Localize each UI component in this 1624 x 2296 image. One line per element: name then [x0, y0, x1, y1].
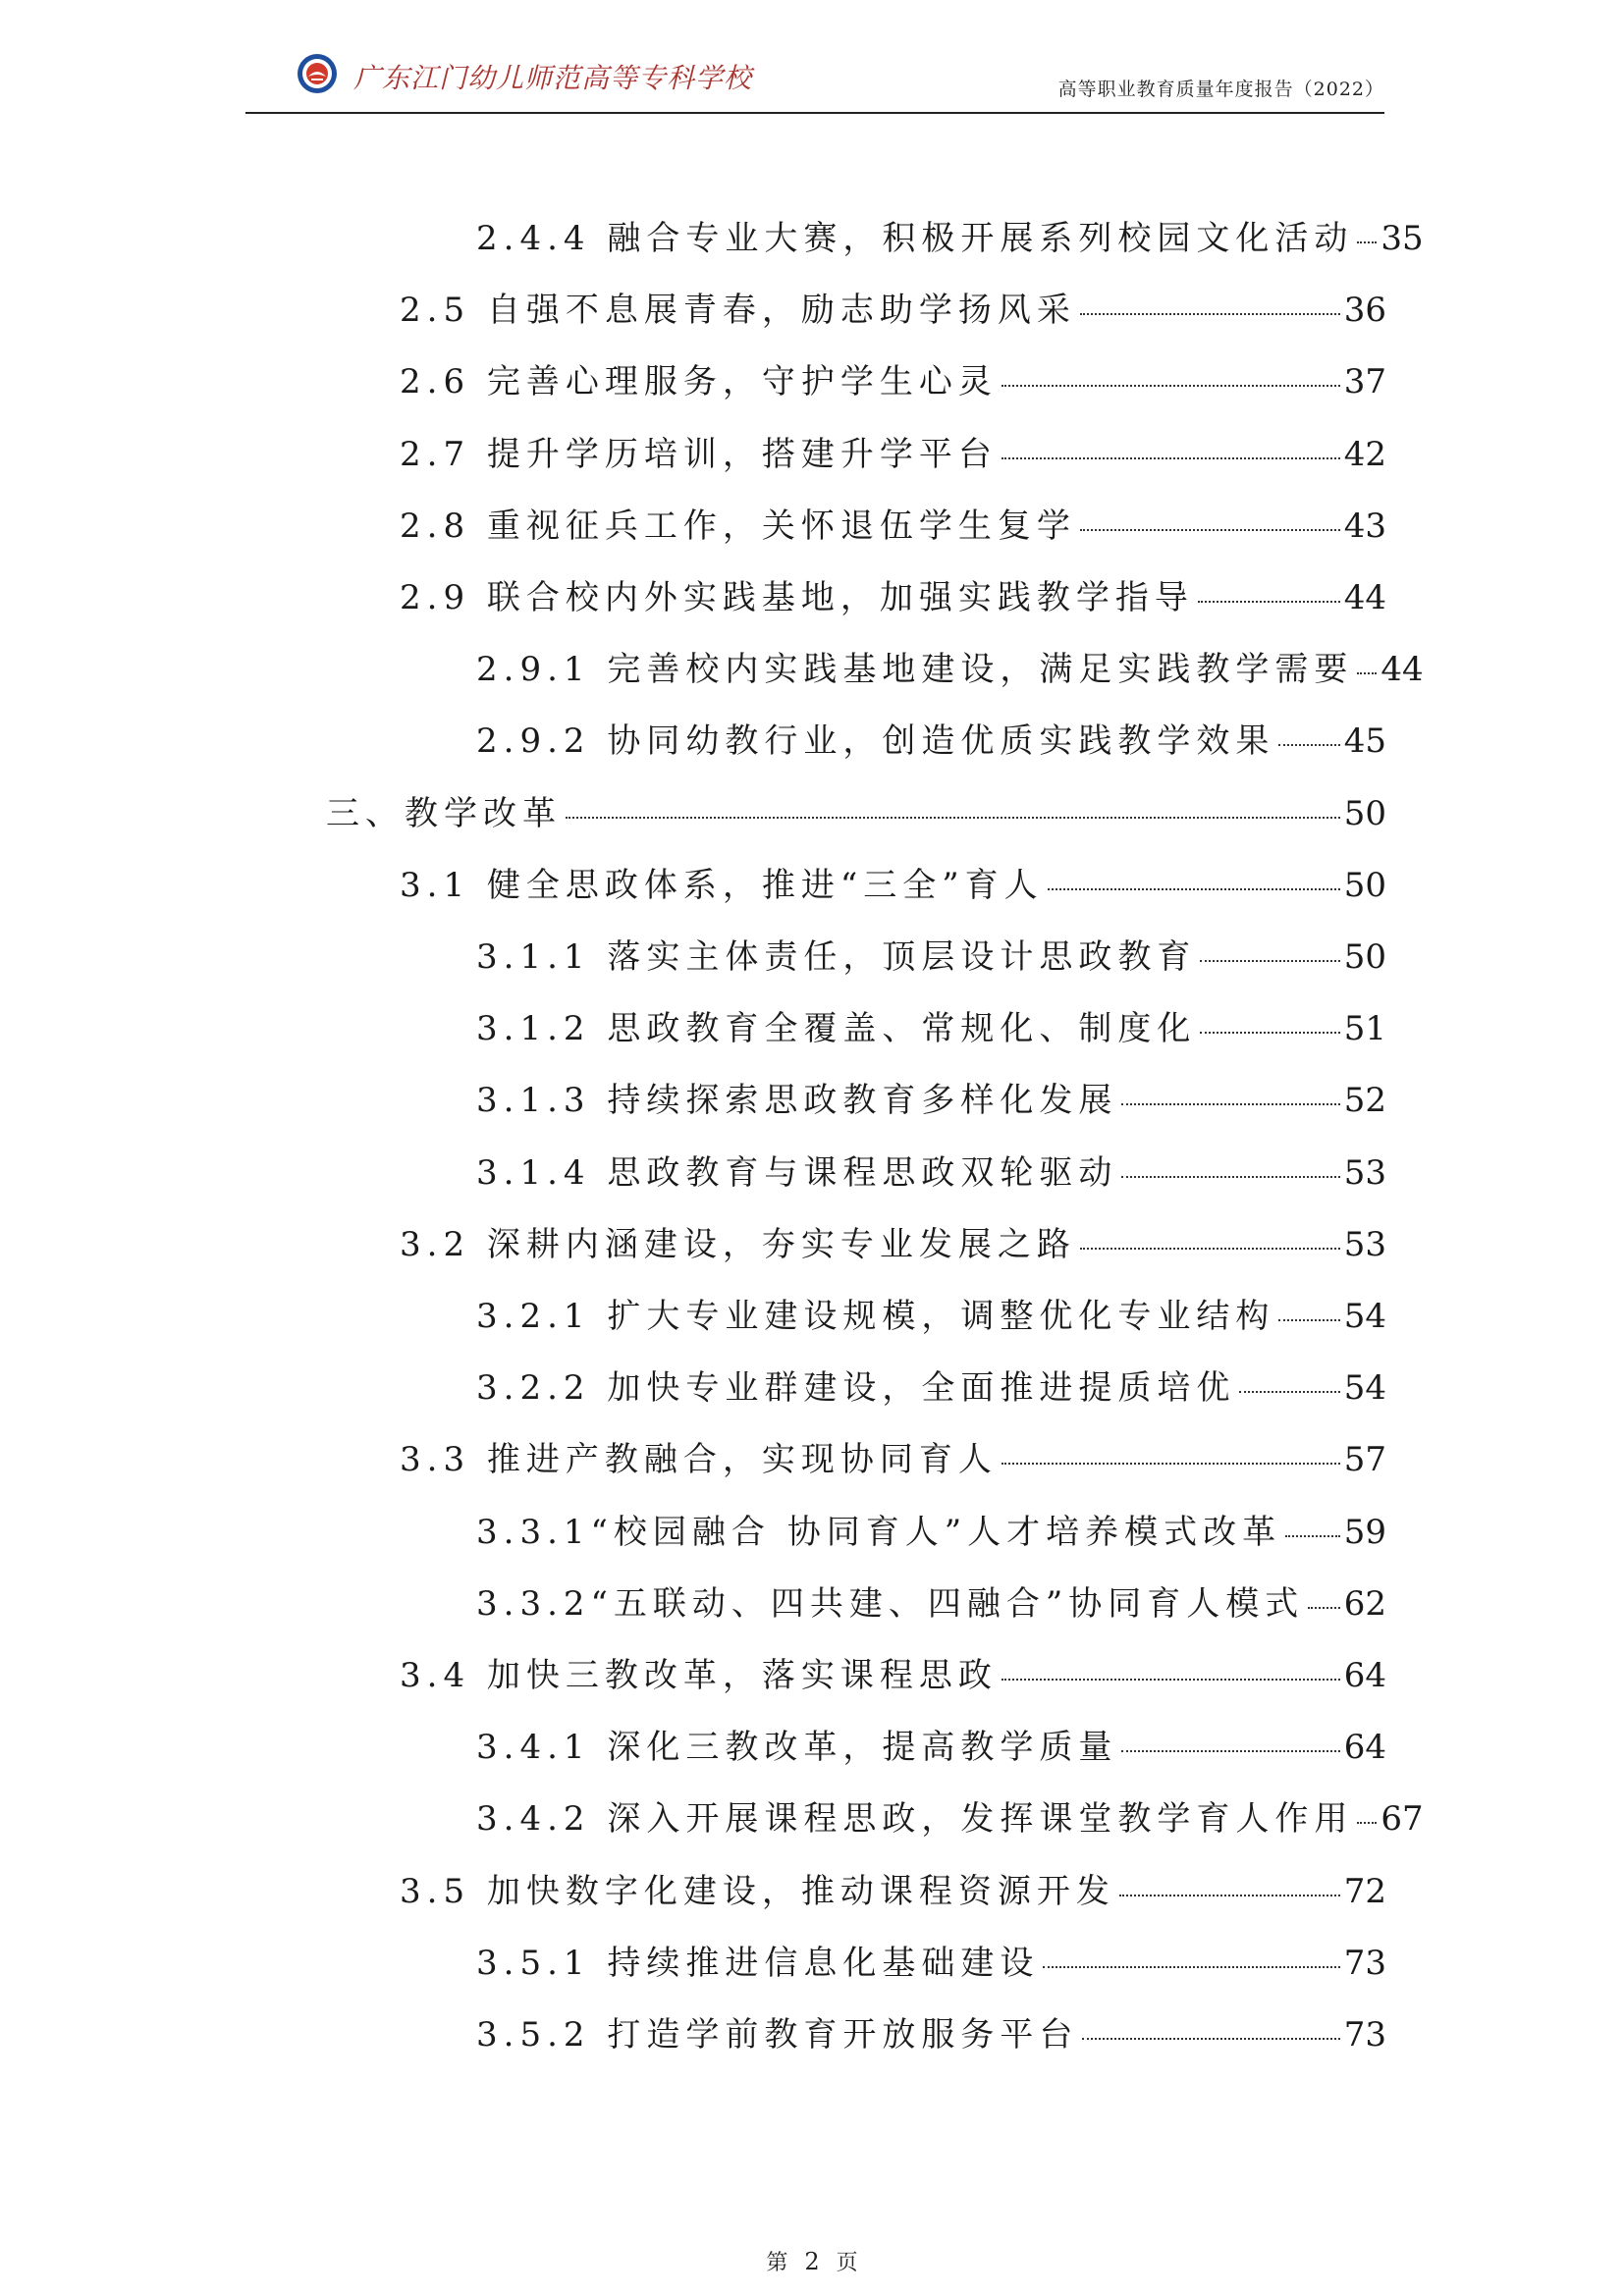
- toc-entry[interactable]: [476, 2007, 1386, 2058]
- toc-dot-leader: [1119, 1895, 1340, 1896]
- toc-entry-title: 2.7 提升学历培训，搭建升学平台: [400, 434, 998, 474]
- toc-entry-page: 44: [1343, 578, 1386, 617]
- page-footer: [0, 2246, 1624, 2276]
- footer-prefix: 第: [766, 2251, 788, 2275]
- toc-entry-title: 2.6 完善心理服务，守护学生心灵: [400, 362, 998, 402]
- toc-dot-leader: [1200, 960, 1339, 962]
- school-name-script: 广东江门幼儿师范高等专科学校: [353, 62, 753, 94]
- toc-entry-page: 67: [1380, 1799, 1424, 1840]
- toc-dot-leader: [1001, 1679, 1340, 1681]
- toc-entry-title: 3.5.1 持续推进信息化基础建设: [476, 1943, 1040, 1983]
- toc-entry-title: 3.5.2 打造学前教育开放服务平台: [476, 2015, 1079, 2055]
- toc-entry-title: 3.4.2 深入开展课程思政，发挥课堂教学育人作用: [476, 1799, 1354, 1840]
- toc-entry[interactable]: [476, 1720, 1386, 1771]
- toc-dot-leader: [1080, 529, 1340, 531]
- page-number: 2: [804, 2248, 820, 2275]
- toc-entry-page: 57: [1343, 1440, 1386, 1480]
- toc-entry-page: 42: [1343, 434, 1386, 474]
- toc-entry[interactable]: [400, 858, 1386, 909]
- toc-dot-leader: [1043, 1966, 1339, 1968]
- toc-entry-page: 50: [1343, 793, 1386, 833]
- report-title: 高等职业教育质量年度报告（2022）: [1057, 79, 1384, 100]
- toc-entry-title: 2.5 自强不息展青春，励志助学扬风采: [400, 291, 1076, 331]
- toc-entry-title: 3.4 加快三教改革，落实课程思政: [400, 1656, 998, 1695]
- toc-entry-page: 72: [1343, 1871, 1386, 1911]
- toc-entry[interactable]: [476, 1146, 1386, 1197]
- toc-entry-page: 44: [1380, 650, 1424, 690]
- toc-entry[interactable]: [476, 211, 1424, 262]
- toc-entry-title: 3.2.1 扩大专业建设规模，调整优化专业结构: [476, 1297, 1275, 1336]
- toc-dot-leader: [1200, 1032, 1339, 1034]
- toc-entry-title: 3.3.2“五联动、四共建、四融合”协同育人模式: [476, 1583, 1305, 1624]
- toc-entry-page: 43: [1343, 506, 1386, 546]
- toc-entry-page: 53: [1343, 1224, 1386, 1264]
- toc-dot-leader: [1080, 1248, 1340, 1250]
- toc-dot-leader: [1357, 672, 1377, 674]
- toc-dot-leader: [1001, 385, 1340, 387]
- toc-entry-page: 53: [1343, 1152, 1386, 1193]
- toc-entry-page: 64: [1343, 1728, 1386, 1768]
- toc-entry[interactable]: [476, 1073, 1386, 1124]
- toc-entry-title: 3.3.1“校园融合 协同育人”人才培养模式改革: [476, 1512, 1282, 1552]
- toc-entry-title: 3.1.1 落实主体责任，顶层设计思政教育: [476, 937, 1197, 977]
- toc-entry-title: 2.8 重视征兵工作，关怀退伍学生复学: [400, 506, 1076, 546]
- toc-entry-page: 51: [1343, 1009, 1386, 1049]
- toc-entry-title: 2.9 联合校内外实践基地，加强实践教学指导: [400, 578, 1194, 617]
- toc-entry-title: 3.1.2 思政教育全覆盖、常规化、制度化: [476, 1009, 1197, 1049]
- toc-entry[interactable]: [400, 1648, 1386, 1699]
- toc-entry-page: 37: [1343, 362, 1386, 402]
- toc-entry[interactable]: [476, 714, 1386, 765]
- toc-entry-title: 三、教学改革: [326, 793, 562, 833]
- toc-entry[interactable]: [326, 786, 1386, 837]
- toc-dot-leader: [1001, 457, 1340, 459]
- toc-dot-leader: [1357, 1822, 1377, 1824]
- toc-dot-leader: [1198, 601, 1340, 603]
- header-divider: [245, 112, 1384, 114]
- toc-entry-title: 3.2.2 加快专业群建设，全面推进提质培优: [476, 1368, 1236, 1409]
- toc-entry-page: 35: [1380, 219, 1424, 258]
- toc-dot-leader: [1080, 313, 1340, 315]
- toc-entry[interactable]: [476, 1001, 1386, 1052]
- toc-entry[interactable]: [476, 1505, 1386, 1556]
- toc-dot-leader: [1278, 1319, 1339, 1321]
- toc-dot-leader: [1357, 241, 1377, 243]
- toc-entry-page: 54: [1343, 1297, 1386, 1336]
- toc-dot-leader: [1121, 1103, 1339, 1105]
- toc-entry-title: 3.1.4 思政教育与课程思政双轮驱动: [476, 1152, 1118, 1193]
- toc-entry[interactable]: [476, 1289, 1386, 1340]
- toc-entry[interactable]: [476, 1361, 1386, 1412]
- toc-entry-title: 2.9.1 完善校内实践基地建设，满足实践教学需要: [476, 650, 1354, 690]
- toc-entry[interactable]: [476, 1791, 1424, 1842]
- toc-entry-page: 45: [1343, 721, 1386, 762]
- toc-entry-title: 3.3 推进产教融合，实现协同育人: [400, 1440, 998, 1480]
- footer-suffix: 页: [836, 2251, 858, 2275]
- toc-dot-leader: [1278, 744, 1339, 746]
- toc-entry-title: 3.2 深耕内涵建设，夯实专业发展之路: [400, 1224, 1076, 1264]
- toc-entry-page: 73: [1343, 1943, 1386, 1983]
- toc-entry-page: 73: [1343, 2015, 1386, 2055]
- toc-entry[interactable]: [400, 1432, 1386, 1483]
- toc-entry-page: 54: [1343, 1368, 1386, 1409]
- toc-entry-title: 2.4.4 融合专业大赛，积极开展系列校园文化活动: [476, 219, 1354, 258]
- toc-entry-title: 3.4.1 深化三教改革，提高教学质量: [476, 1728, 1118, 1768]
- toc-entry[interactable]: [400, 354, 1386, 405]
- toc-entry-title: 3.1 健全思政体系，推进“三全”育人: [400, 865, 1044, 905]
- toc-dot-leader: [1239, 1391, 1339, 1393]
- toc-entry[interactable]: [476, 642, 1424, 693]
- toc-entry-page: 64: [1343, 1656, 1386, 1695]
- toc-entry-page: 50: [1343, 937, 1386, 977]
- page-header: [245, 39, 1384, 118]
- toc-dot-leader: [1001, 1463, 1340, 1465]
- toc-entry[interactable]: [476, 1576, 1386, 1628]
- toc-entry[interactable]: [476, 930, 1386, 981]
- toc-entry[interactable]: [400, 283, 1386, 334]
- toc-entry-title: 2.9.2 协同幼教行业，创造优质实践教学效果: [476, 721, 1275, 762]
- toc-dot-leader: [1285, 1535, 1340, 1537]
- toc-dot-leader: [1121, 1750, 1339, 1752]
- toc-dot-leader: [1048, 888, 1340, 890]
- toc-entry-page: 62: [1343, 1583, 1386, 1624]
- toc-entry[interactable]: [400, 427, 1386, 478]
- toc-entry-title: 3.5 加快数字化建设，推动课程资源开发: [400, 1871, 1115, 1911]
- toc-entry-page: 59: [1343, 1512, 1386, 1552]
- toc-entry-page: 50: [1343, 865, 1386, 905]
- toc-entry[interactable]: [400, 499, 1386, 550]
- toc-entry[interactable]: [400, 570, 1386, 621]
- toc-entry-title: 3.1.3 持续探索思政教育多样化发展: [476, 1081, 1118, 1121]
- toc-entry[interactable]: [400, 1217, 1386, 1268]
- school-logo: [297, 53, 886, 102]
- toc-dot-leader: [1308, 1607, 1339, 1609]
- toc-entry-page: 36: [1343, 291, 1386, 331]
- toc-entry-page: 52: [1343, 1081, 1386, 1121]
- toc-dot-leader: [1082, 2038, 1339, 2040]
- toc-entry[interactable]: [476, 1936, 1386, 1987]
- toc-entry[interactable]: [400, 1864, 1386, 1915]
- toc-dot-leader: [566, 817, 1340, 819]
- toc-dot-leader: [1121, 1176, 1339, 1178]
- school-emblem-icon: [297, 53, 338, 94]
